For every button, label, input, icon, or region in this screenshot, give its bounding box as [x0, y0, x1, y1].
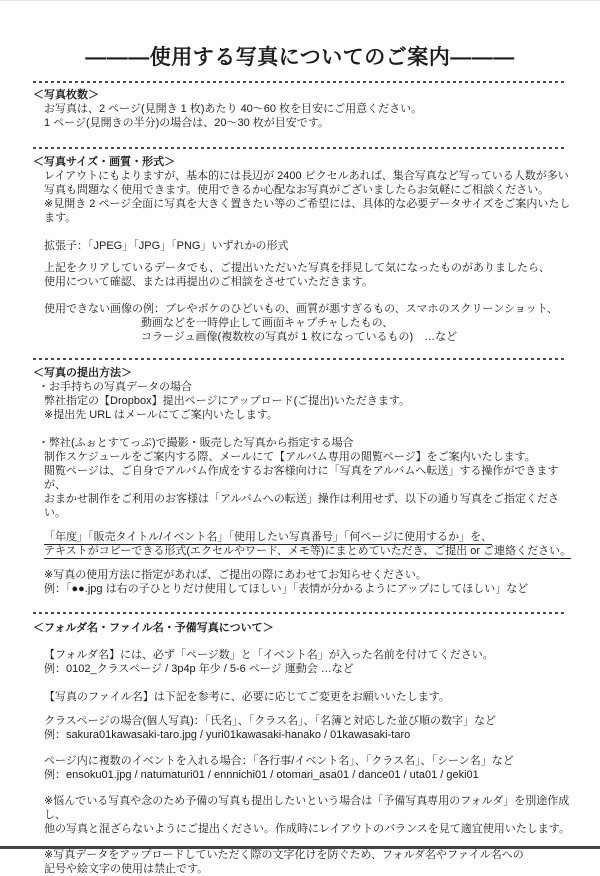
photo-spec-line-1: レイアウトにもよりますが、基本的には長辺が 2400 ピクセルあれば、集合写真など写っている人数が多い — [44, 170, 569, 182]
section-heading-photo-count: ＜写真枚数＞ — [33, 89, 99, 101]
dashed-divider — [33, 147, 566, 149]
own-data-bullet-title: ・お手持ちの写真データの場合 — [38, 381, 192, 393]
from-sales-line-1: 制作スケジュールをご案内する際、メールにて【アルバム専用の閲覧ページ】をご案内いたします。 — [44, 451, 536, 463]
unusable-examples-line-1 — [44, 302, 574, 316]
from-sales-line-3: おまかせ制作をご利用のお客様は「アルバムへの転送」操作は利用せず、以下の通り写真をご指定ください。 — [44, 493, 559, 519]
dashed-divider — [33, 81, 566, 83]
page-bottom-edge — [0, 846, 600, 849]
class-page-line-2: 例：sakura01kawasaki-taro.jpg / yuri01kawasaki-hanako / 01kawasaki-taro — [44, 729, 411, 741]
usage-note-line-1: ※写真の使用方法に指定があれば、ご提出の際にあわせてお知らせください。 — [44, 569, 427, 581]
dashed-divider — [33, 358, 566, 360]
multi-event-line-1: ページ内に複数のイベントを入れる場合：「各行事/イベント名」、「クラス名」、「シーン名」など — [44, 755, 514, 767]
unusable-examples-line-2: 動画などを一時停止して画面キャプチャしたもの、 — [141, 317, 394, 329]
photo-count-line-2: 1 ページ(見開きの半分)の場合は、20～30 枚が目安です。 — [44, 117, 329, 129]
extension-line: 拡張子：「JPEG」「JPG」「PNG」いずれかの形式 — [44, 240, 289, 252]
folder-name-line-2: 例：0102_クラスページ / 3p4p 年少 / 5-6 ページ 運動会 …など — [44, 663, 354, 675]
folder-name-line-1: 【フォルダ名】には、必ず「ページ数」と「イベント名」が入った名前を付けてください。 — [44, 649, 494, 661]
usage-note-line-2: 例：「●●.jpg は右の子ひとりだけ使用してほしい」「表情が分かるようにアップにしてほしい」など — [44, 583, 529, 595]
section-heading-photo-spec: ＜写真サイズ・画質・形式＞ — [33, 156, 176, 168]
spare-photo-line-2: 他の写真と混ざらないようにご提出ください。作成時にレイアウトのバランスを見て適宜使用いたします。 — [44, 823, 570, 835]
section-heading-submission: ＜写真の提出方法＞ — [33, 367, 132, 379]
photo-spec-line-3: ※見開き 2 ページ全面に写真を大きく置きたい等のご希望には、具体的な必要データサイズをご案内いたします。 — [44, 198, 571, 224]
data-check-line-1: 上記をクリアしているデータでも、ご提出いただいた写真を拝見して気になったものがありましたら、 — [44, 262, 550, 274]
own-data-line-2: ※提出先 URL はメールにてご案内いたします。 — [44, 409, 278, 421]
photo-spec-line-2: 写真も問題なく使用できます。使用できるか心配なお写真がございましたらお気軽にご相談ください。 — [44, 184, 550, 196]
symbols-ban-line-1: ※写真データをアップロードしていただく際の文字化けを防ぐため、フォルダ名やファイル名への — [44, 849, 524, 861]
required-info-line-2: テキストがコピーできる形式(エクセルやワード、メモ等)にまとめていただき、ご提出 or ご連絡ください。 — [44, 545, 572, 557]
photo-count-line-1: お写真は、2 ページ(見開き 1 枚)あたり 40～60 枚を目安にご用意ください。 — [44, 103, 423, 115]
required-info-line-1: 「年度」「販売タイトル/イベント名」「使用したい写真番号」「何ページに使用するか」を、 — [44, 531, 493, 543]
dashed-divider — [33, 612, 566, 614]
filename-intro-line: 【写真のファイル名】は下記を参考に、必要に応じてご変更をお願いいたします。 — [44, 691, 450, 703]
data-check-line-2: 使用について確認、または再提出のご相談をさせていただきます。 — [44, 276, 373, 288]
spare-photo-line-1: ※悩んでいる写真や念のため予備の写真も提出したいという場合は「予備写真専用のフォルダ」を別途作成し、 — [44, 795, 570, 821]
page-title: ―――使用する写真についてのご案内――― — [85, 46, 515, 69]
symbols-ban-line-2: 記号や絵文字の使用は禁止です。 — [44, 863, 209, 875]
section-heading-naming: ＜フォルダ名・ファイル名・予備写真について＞ — [33, 622, 274, 634]
from-sales-bullet-title: ・弊社(ふぉとすてっぷ)で撮影・販売した写真から指定する場合 — [38, 437, 354, 449]
from-sales-line-2: 閲覧ページは、ご自身でアルバム作成をするお客様向けに「写真をアルバムへ転送」する操作ができますが、 — [44, 465, 559, 491]
page-top-edge — [0, 0, 600, 1]
unusable-examples-text-1: ブレやボケのひどいもの、画質が悪すぎるもの、スマホのスクリーンショット、 — [165, 303, 558, 315]
unusable-examples-label: 使用できない画像の例： — [44, 303, 165, 315]
multi-event-line-2: 例：ensoku01.jpg / natumaturi01 / ennnichi01 / otomari_asa01 / dance01 / uta01 / geki01 — [44, 769, 479, 781]
class-page-line-1: クラスページの場合(個人写真)：「氏名」、「クラス名」、「名簿と対応した並び順の数字」など — [44, 715, 496, 727]
own-data-line-1: 弊社指定の【Dropbox】提出ページにアップロード(ご提出)いただきます。 — [44, 395, 411, 407]
unusable-examples-line-3: コラージュ画像(複数枚の写真が 1 枚になっているもの) …など — [141, 331, 458, 343]
